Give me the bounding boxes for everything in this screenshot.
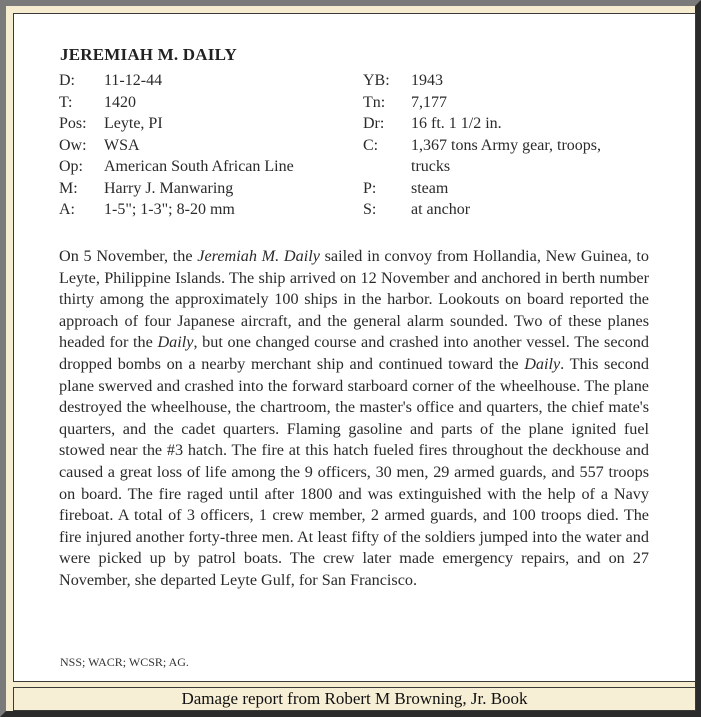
field-label: T: [59, 93, 73, 111]
field-value: 1-5"; 1-3"; 8-20 mm [104, 201, 235, 218]
field-value: trucks [411, 158, 451, 175]
field-label: Op: [59, 158, 83, 175]
field-master [59, 178, 294, 200]
field-tonnage [363, 92, 601, 114]
field-value: steam [411, 179, 449, 197]
field-operator [59, 156, 294, 178]
field-draft [363, 113, 601, 135]
field-position [59, 113, 294, 135]
field-label: M: [59, 179, 78, 197]
fields-left [59, 70, 294, 221]
field-time [59, 92, 294, 114]
field-value: 7,177 [411, 93, 447, 111]
ship-title: JEREMIAH M. DAILY [60, 45, 238, 64]
field-value: Harry J. Manwaring [104, 179, 234, 197]
field-status [363, 199, 601, 221]
field-value: 1943 [411, 72, 443, 89]
field-value: Leyte, PI [104, 115, 163, 132]
narrative-paragraph [59, 246, 649, 592]
narrative-text: sailed in convoy from Hollandia, New Guinea, to Leyte, Philippine Islands. The ship arrived on 12 November and anchored in berth number thirty among the approximately 100 ships in the harbor. Lookouts on board reported the approach of four Japanese aircraft, and the general alarm sounded. Two of these planes headed for the [59, 247, 650, 352]
field-propulsion [363, 178, 601, 200]
ship-name-italic: Daily [157, 333, 194, 352]
narrative-text: , but one changed course and crashed into another vessel. The second dropped bombs on a nearby merchant ship and continued toward the [59, 333, 649, 373]
field-cargo-continued [363, 156, 601, 178]
field-label: D: [59, 72, 75, 89]
field-value: WSA [104, 136, 140, 154]
field-label: P: [363, 179, 377, 197]
image-caption: Damage report from Robert M Browning, Jr. Book [13, 687, 696, 711]
field-label: S: [363, 201, 377, 218]
field-label [363, 156, 411, 178]
narrative-text: . This second plane swerved and crashed into the forward starboard corner of the wheelhouse. The plane destroyed the wheelhouse, the chartroom, the master's office and quarters, the chief mate's quarters, and the cadet quarters. Flaming gasoline and parts of the plane ignited fuel stowed near the #3 hatch. The fire at this hatch fueled fires throughout the deckhouse and caused a great loss of life among the 9 officers, 30 men, 29 armed guards, and 557 troops on board. The fire raged until after 1800 and was extinguished with the help of a Navy fireboat. A total of 3 officers, 1 crew member, 2 armed guards, and 100 troops died. The fire injured another forty-three men. At least fifty of the soldiers jumped into the water and were picked up by patrol boats. The crew later made emergency repairs, and on 27 November, she departed Leyte Gulf, for San Francisco. [59, 354, 649, 589]
field-year-built [363, 70, 601, 92]
field-label: C: [363, 136, 379, 154]
field-date [59, 70, 294, 92]
field-label: A: [59, 201, 75, 218]
field-value: 1,367 tons Army gear, troops, [411, 136, 602, 154]
sources-line: NSS; WACR; WCSR; AG. [60, 655, 189, 669]
document-page [13, 13, 696, 682]
field-value: American South African Line [104, 158, 294, 175]
narrative-text: On 5 November, the [59, 247, 198, 265]
field-owner [59, 135, 294, 157]
field-value: 16 ft. 1 1/2 in. [411, 115, 502, 132]
field-label: YB: [363, 72, 390, 89]
field-value: at anchor [411, 201, 471, 218]
field-value: 11-12-44 [104, 72, 163, 89]
field-label: Tn: [363, 93, 386, 111]
fields-right [363, 70, 601, 221]
ship-name-italic: Daily [524, 354, 561, 373]
field-label: Pos: [59, 115, 87, 132]
ship-name-italic: Jeremiah M. Daily [197, 247, 320, 265]
field-value: 1420 [104, 93, 136, 111]
field-armament [59, 199, 294, 221]
field-label: Dr: [363, 115, 385, 132]
field-label: Ow: [59, 136, 87, 154]
field-cargo [363, 135, 601, 157]
